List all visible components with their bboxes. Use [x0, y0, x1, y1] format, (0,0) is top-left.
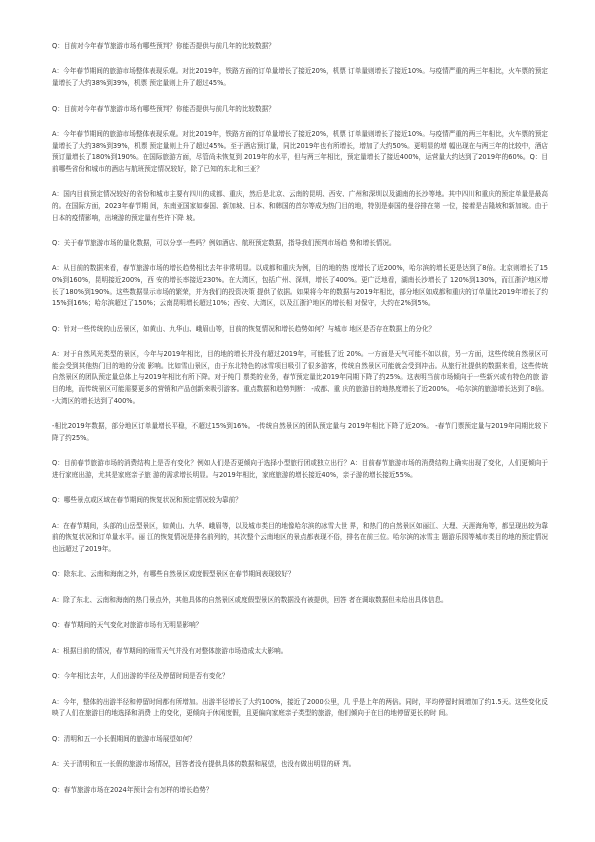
- document-body: [52, 41, 548, 810]
- question-7: Q：哪些景点或区域在春节期间的恢复状况和预定情况较为靠前？: [52, 496, 242, 505]
- question-4: Q：针对一些传统的山岳景区，如黄山、九华山、峨眉山等，目前的恢复情况和增长趋势如何？与城市 地区是否存在数据上的分化？: [52, 324, 436, 333]
- question-1: Q：目前对今年春节旅游市场有哪些预判？你能否提供与前几年的比较数据？: [52, 42, 275, 50]
- question-8: Q：除东北、云南和海南之外，有哪些自然景区或度假型景区在春节期间表现较好？: [52, 570, 295, 579]
- question-9: Q：春节期间的天气变化对旅游市场有无明显影响？: [52, 621, 203, 630]
- question-answer-6: Q：目前春节旅游市场的消费结构上是否有变化？例如人们是否更倾向于选择小型旅行团或独立出行？A：目前春节旅游市场的消费结构上确实出现了变化，人们更倾向于进行家庭出游，尤其是家庭亲子旅 游的需求增长明显。与2019年相比，家庭旅游的增长接近40%，亲子游的增长接近55%。: [52, 459, 548, 479]
- question-2: Q：目前对今年春节旅游市场有哪些预判？你能否提供与前几年的比较数据？: [52, 104, 275, 113]
- answer-5: A：对于自然风光类型的景区，今年与2019年相比，目的地的增长并没有超过2019年，可能低了近 20%。一方面是天气可能不如以前，另一方面，这些传统自然景区可能会受到其他热门目的地的分流 影响。比如雪山景区，由于东北特色的冰雪项目吸引了很多游客，传统自然景区可能就会受到冲击。从旅行社提供的数据来看，这些传统自然景区的团队预定量总体上与2019年相比有所下降。对于纯门 票类的业务，春节预定量比2019年同期下降了约25%。这表明当前市场倾向于一些新兴或有特色的旅 游目的地，而传统景区可能需要更多的营销和产品创新来吸引游客。重点数据和趋势判断： -成都、重 庆的旅游目的地热度增长了近200%。 -哈尔滨的旅游增长达到了8倍。 -大湾区的增长达到了400%。: [52, 350, 548, 405]
- question-3: Q：关于春节旅游市场的量化数据，可以分享一些吗？例如酒店、航班预定数据，指导我们预判市场趋 势和增长情况。: [52, 238, 396, 247]
- answer-4: A：从目前的数据来看，春节旅游市场的增长趋势相比去年非常明显。以成都和重庆为例，目的地的热 度增长了近200%，哈尔滨的增长更是达到了8倍。北京则增长了150%到160%，昆明接近200%，西 安的增长率接近230%。在大湾区，包括广州、深圳，增长了400%。更广泛地看，湖南长沙增长了 120%到130%，而江浙沪地区增长了180%到190%。这些数据显示市场的繁荣，并为我们的投资决策 提供了依据。如果将今年的数据与2019年相比，部分地区如成都和重庆的订单量比2019年增长了约 15%到16%；哈尔滨超过了150%；云南昆明增长超过10%；西安、大湾区，以及江浙沪地区的增长相 对保守，大约在2%到5%。: [52, 264, 548, 308]
- answer-2: A：今年春节期间的旅游市场整体表现乐观。对比2019年，铁路方面的订单量增长了接近20%，机票 订单量则增长了接近10%。与疫情严重的两三年相比，火车票的预定量增长了大约38%到39%，机票 预定量则上升了超过45%。至于酒店预订量，同比2019年也有所增长，增加了大约50%。更明显的增 幅出现在与两三年的比较中，酒店预订量增长了180%到190%。在国际旅游方面，尽管尚未恢复到 2019年的水平，但与两三年相比，预定量增长了接近400%，运营量大约达到了2019年的60%。Q：目前哪些省份和城市的酒店与航班预定情况较好，除了已知的东北和三亚？: [52, 130, 548, 173]
- answer-8: A：除了东北、云南和海南的热门景点外，其他具体的自然景区或度假型景区的数据没有被提供，回答 者在调取数据但未给出具体信息。: [52, 595, 448, 604]
- answer-1: A：今年春节期间的旅游市场整体表现乐观。对比2019年，铁路方面的订单量增长了接近20%，机票 订单量则增长了接近10%。与疫情严重的两三年相比，火车票的预定量增长了大约38%到39%，机票 预定量则上升了超过45%。: [52, 67, 548, 88]
- answer-3: A：国内目前预定情况较好的省份和城市主要有四川的成都、重庆，然后是北京、云南的昆明、西安、广州和深圳以及湖南的长沙等地。其中四川和重庆的预定单量是最高的。在国际方面，2023年春节期 间，东南亚国家如泰国、新加坡、日本、和韩国的首尔等成为热门目的地，特别是泰国的曼谷排在第 一位，接着是吉隆坡和新加坡。由于日本的疫情影响，出境游的预定量有些许下降 坡。: [52, 190, 548, 222]
- answer-11: A：关于清明和五一长假的旅游市场情况，回答者没有提供具体的数据和展望，也没有做出明显的研 判。: [52, 760, 356, 769]
- answer-5-continued: -相比2019年数据，部分地区订单量增长平稳，不超过15%到16%。 -传统自然景区的团队预定量与 2019年相比下降了近20%。 -春节门票预定量与2019年同期比较下降了约25%。: [52, 422, 548, 442]
- question-11: Q：清明和五一小长假期间的旅游市场展望如何？: [52, 734, 196, 743]
- answer-10: A：今年，整体的出游半径和停留时间都有所增加。出游半径增长了大约100%，接近了2000公里，几 乎是上年的两倍。同时，平均停留时间增加了约1.5天。这些变化反映了人们在旅游目的地选择和消费 上的变化，更倾向于休闲度假，且更偏向家庭亲子类型的旅游，他们倾向于在目的地停留更长的时 间。: [52, 697, 548, 718]
- answer-9: A：根据目前的情况，春节期间的雨雪天气并没有对整体旅游市场造成太大影响。: [52, 646, 288, 655]
- answer-7: A：在春节期间，头部的山岳型景区，如黄山、九华、峨眉等，以及城市类目的地像哈尔滨的冰雪大世 界，和热门的自然景区如丽江、大理、天涯海角等，都呈现出较为靠前的恢复状况和订单量水平。丽 江的恢复情况是排名前列的，其次整个云南地区的景点都表现不俗，排名在前三位。哈尔滨的冰雪主 题游乐园等城市类目的地的预定情况也远超过了2019年。: [52, 521, 548, 553]
- question-10: Q：今年相比去年，人们出游的半径及停留时间是否有变化？: [52, 672, 229, 681]
- question-12: Q：春节旅游市场在2024年预计会有怎样的增长趋势？: [52, 785, 213, 794]
